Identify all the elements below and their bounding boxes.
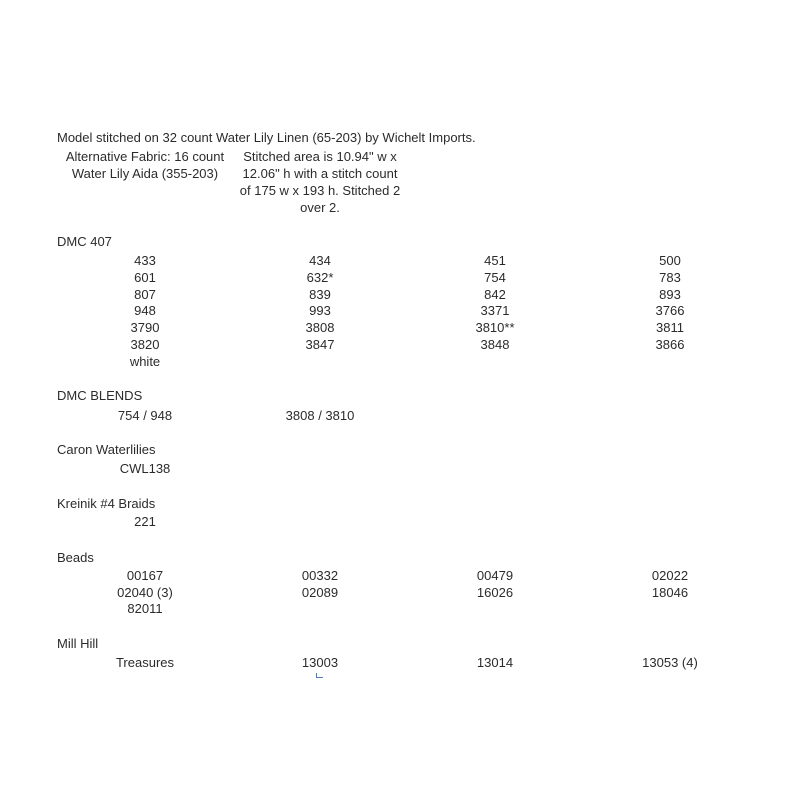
dmc-cell: 433 — [134, 253, 156, 268]
alt-fabric-line-1: Alternative Fabric: 16 count — [65, 149, 225, 164]
dmc-cell: 601 — [134, 270, 156, 285]
millhill-item: Treasures — [115, 655, 175, 670]
dmc-cell: 3847 — [305, 337, 335, 352]
stitched-line-3: of 175 w x 193 h. Stitched 2 — [239, 183, 401, 198]
dmc-cell: 632* — [306, 270, 334, 285]
bead-cell: 00167 — [126, 568, 164, 583]
bead-cell: 18046 — [651, 585, 689, 600]
dmc-cell: 754 — [484, 270, 506, 285]
dmc-cell: 3848 — [480, 337, 510, 352]
dmc-cell: 839 — [309, 287, 331, 302]
beads-section-title: Beads — [57, 550, 94, 565]
dmc-cell: 3766 — [655, 303, 685, 318]
dmc-cell: 807 — [134, 287, 156, 302]
blends-section-title: DMC BLENDS — [57, 388, 143, 403]
dmc-cell: 3811 — [656, 320, 684, 335]
stitched-area-note — [230, 148, 410, 216]
stitched-line-1: Stitched area is 10.94" w x — [243, 149, 397, 164]
blend-item: 754 / 948 — [117, 408, 173, 423]
dmc-cell: 3371 — [480, 303, 510, 318]
model-fabric-line: Model stitched on 32 count Water Lily Linen (65-203) by Wichelt Imports. — [57, 130, 476, 145]
dmc-cell: 993 — [309, 303, 331, 318]
dmc-cell: 893 — [659, 287, 681, 302]
bead-cell: 00332 — [301, 568, 339, 583]
dmc-cell: 434 — [309, 253, 331, 268]
kreinik-item: 221 — [134, 514, 156, 529]
stitched-line-4: over 2. — [300, 200, 340, 215]
dmc-cell: 3808 — [305, 320, 335, 335]
bead-cell: 02022 — [651, 568, 689, 583]
bead-cell: 82011 — [127, 601, 163, 616]
caron-section-title: Caron Waterlilies — [57, 442, 156, 457]
millhill-section-title: Mill Hill — [57, 636, 99, 651]
dmc-cell: white — [129, 354, 161, 369]
bead-cell: 16026 — [476, 585, 514, 600]
dmc-section-title: DMC 407 — [57, 234, 112, 249]
bead-cell: 00479 — [476, 568, 514, 583]
dmc-cell: 948 — [134, 303, 156, 318]
text-cursor-marker — [316, 673, 323, 678]
bead-cell: 02040 (3) — [117, 585, 173, 600]
caron-item: CWL138 — [119, 461, 171, 476]
alt-fabric-line-2: Water Lily Aida (355-203) — [71, 166, 219, 181]
kreinik-section-title: Kreinik #4 Braids — [57, 496, 156, 511]
alternative-fabric-note — [58, 148, 232, 182]
stitched-line-2: 12.06" h with a stitch count — [242, 166, 398, 181]
dmc-cell: 783 — [659, 270, 681, 285]
millhill-item: 13053 (4) — [642, 655, 698, 670]
dmc-cell: 3810** — [475, 320, 515, 335]
dmc-cell: 451 — [484, 253, 506, 268]
bead-cell: 02089 — [301, 585, 339, 600]
millhill-item: 13003 — [301, 655, 339, 670]
dmc-cell: 842 — [484, 287, 506, 302]
dmc-cell: 3820 — [130, 337, 160, 352]
dmc-cell: 500 — [659, 253, 681, 268]
blend-item: 3808 / 3810 — [285, 408, 355, 423]
millhill-item: 13014 — [476, 655, 514, 670]
dmc-cell: 3866 — [655, 337, 685, 352]
dmc-cell: 3790 — [130, 320, 160, 335]
